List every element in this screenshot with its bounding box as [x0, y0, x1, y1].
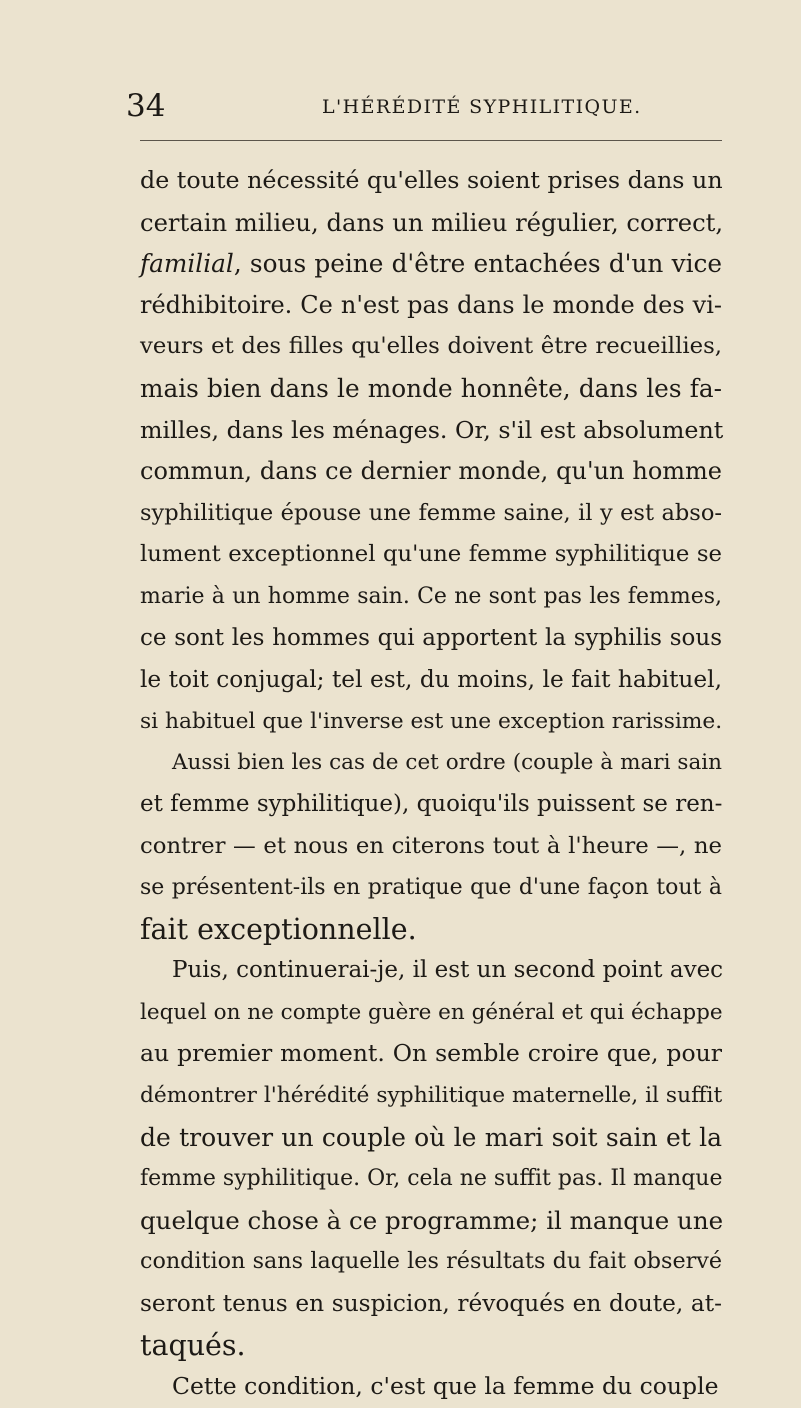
text-line: lument exceptionnel qu'une femme syphilitique se	[140, 541, 722, 568]
text-line: quelque chose à ce programme; il manque une	[140, 1205, 724, 1235]
text-line: au premier moment. On semble croire que, pour	[140, 1039, 722, 1068]
text-line	[140, 243, 722, 285]
body-text	[140, 160, 722, 1408]
text-line: Aussi bien les cas de cet ordre (couple à mari sain	[172, 750, 722, 776]
text-line: Puis, continuerai-je, il est un second point avec	[172, 957, 724, 984]
text-line: taqués.	[140, 1328, 246, 1362]
text-line: fait exceptionnelle.	[140, 912, 417, 946]
text-line: de trouver un couple où le mari soit sain et la	[140, 1122, 722, 1152]
text-line: marie à un homme sain. Ce ne sont pas les femmes,	[140, 583, 722, 609]
text-line: mais bien dans le monde honnête, dans les fa-	[140, 373, 722, 403]
text-line: condition sans laquelle les résultats du fait observé	[140, 1248, 722, 1275]
text-line: et femme syphilitique), quoiqu'ils puissent se ren-	[140, 790, 723, 817]
text-line: veurs et des filles qu'elles doivent être recueillies,	[140, 333, 722, 360]
page-header	[126, 86, 722, 126]
text-line: ce sont les hommes qui apportent la syphilis sous	[140, 624, 722, 651]
text-line: démontrer l'hérédité syphilitique maternelle, il suffit	[140, 1083, 723, 1109]
text-line: lequel on ne compte guère en général et qui échappe	[140, 999, 723, 1025]
italic-word: familial	[140, 249, 234, 279]
text-line: femme syphilitique. Or, cela ne suffit pas. Il manque	[140, 1166, 723, 1192]
text-line: Cette condition, c'est que la femme du couple	[172, 1372, 719, 1401]
text-line: milles, dans les ménages. Or, s'il est absolument	[140, 415, 724, 444]
text-line: si habituel que l'inverse est une exception rarissime.	[140, 708, 723, 734]
text-line: contrer — et nous en citerons tout à l'heure —, ne	[140, 832, 722, 859]
text-line: le toit conjugal; tel est, du moins, le fait habituel,	[140, 666, 722, 694]
text-line: se présentent-ils en pratique que d'une façon tout à	[140, 875, 722, 901]
text-line: certain milieu, dans un milieu régulier, correct,	[140, 207, 724, 237]
text-line-rest: , sous peine d'être entachées d'un vice	[233, 249, 722, 279]
text-line: de toute nécessité qu'elles soient prises dans un	[140, 166, 723, 194]
page-number: 34	[126, 88, 166, 124]
header-rule	[140, 140, 722, 141]
text-line: commun, dans ce dernier monde, qu'un homme	[140, 457, 722, 486]
running-title: L'HÉRÉDITÉ SYPHILITIQUE.	[322, 96, 642, 118]
text-line: rédhibitoire. Ce n'est pas dans le monde des vi-	[140, 290, 722, 319]
text-line: syphilitique épouse une femme saine, il y est abso-	[140, 499, 722, 526]
text-line: seront tenus en suspicion, révoqués en doute, at-	[140, 1290, 722, 1318]
